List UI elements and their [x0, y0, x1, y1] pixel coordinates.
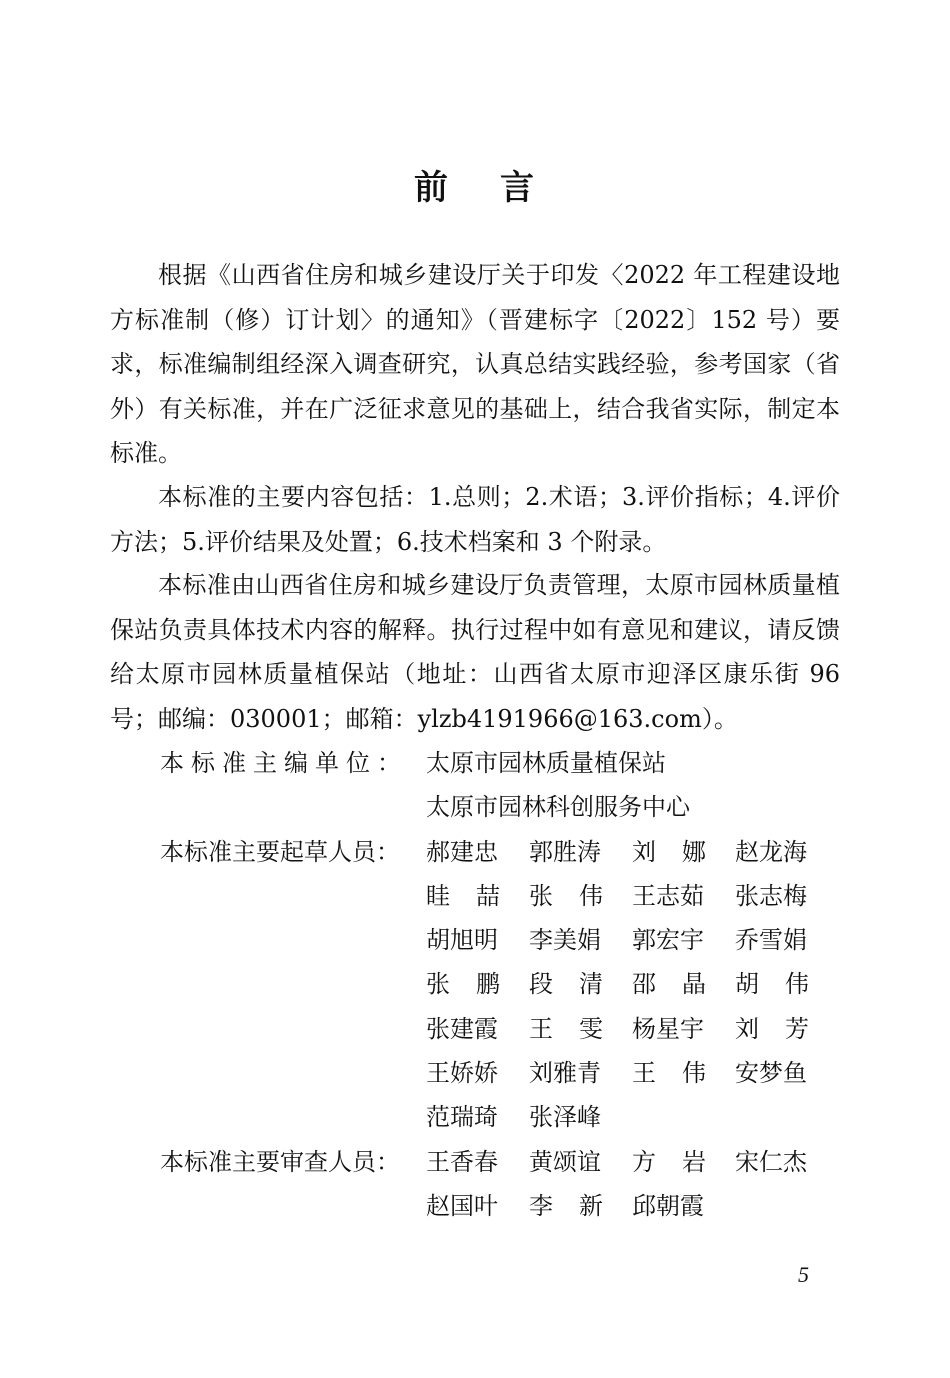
- person-name: 黄颂谊: [529, 1147, 601, 1176]
- reviewers-row: [160, 1140, 846, 1229]
- person-name: 胡旭明: [426, 926, 498, 955]
- person-name: 眭喆: [426, 881, 526, 910]
- person-name: 刘娜: [632, 837, 732, 866]
- page-title: [0, 166, 950, 210]
- person-name: 王志茹: [632, 881, 704, 910]
- person-name: 刘芳: [735, 1014, 835, 1043]
- contents-paragraph: 本标准的主要内容包括：1.总则；2.术语；3.评价指标；4.评价方法；5.评价结果及处置；6.技术档案和 3 个附录。: [110, 483, 840, 556]
- intro-paragraph: 根据《山西省住房和城乡建设厅关于印发〈2022 年工程建设地方标准制（修）订计划〉的通知》（晋建标字〔2022〕152 号）要求，标准编制组经深入调查研究，认真总结实践经验，参考国家（省外）有关标准，并在广泛征求意见的基础上，结合我省实际，制定本标准。: [110, 261, 840, 467]
- drafters-row: [160, 830, 846, 1140]
- drafters-list: [426, 830, 846, 1140]
- credits-block: [160, 741, 846, 1228]
- person-name: 郝建忠: [426, 837, 498, 866]
- person-name: 段清: [529, 970, 629, 999]
- person-name: 张鹏: [426, 970, 526, 999]
- drafters-label: 本标准主要起草人员：: [160, 837, 400, 866]
- person-name: 杨星宇: [632, 1014, 704, 1043]
- person-name: 王香春: [426, 1147, 498, 1176]
- person-name: 刘雅青: [529, 1059, 601, 1088]
- person-name: 张建霞: [426, 1014, 498, 1043]
- person-name: 张志梅: [735, 881, 807, 910]
- person-name: 李新: [529, 1191, 629, 1220]
- person-name: 张泽峰: [529, 1103, 601, 1132]
- person-name: 范瑞琦: [426, 1103, 498, 1132]
- chief-units-label: 本标准主编单位：: [160, 749, 408, 777]
- reviewers-label: 本标准主要审查人员：: [160, 1147, 400, 1176]
- person-name: 张伟: [529, 881, 629, 910]
- person-name: 胡伟: [735, 970, 835, 999]
- page-title-part1: 前: [414, 168, 450, 208]
- chief-units-list: [426, 741, 846, 830]
- chief-unit: 太原市园林质量植保站: [426, 749, 666, 777]
- reviewers-list: [426, 1140, 846, 1229]
- person-name: 宋仁杰: [735, 1147, 807, 1176]
- person-name: 王娇娇: [426, 1059, 498, 1088]
- person-name: 王伟: [632, 1059, 732, 1088]
- page-number: 5: [798, 1262, 809, 1287]
- chief-units-row: [160, 741, 846, 830]
- person-name: 乔雪娟: [735, 926, 807, 955]
- person-name: 王雯: [529, 1014, 629, 1043]
- person-name: 安梦鱼: [735, 1059, 807, 1088]
- person-name: 赵龙海: [735, 837, 807, 866]
- person-name: 李美娟: [529, 926, 601, 955]
- person-name: 郭宏宇: [632, 926, 704, 955]
- person-name: 郭胜涛: [529, 837, 601, 866]
- management-paragraph: 本标准由山西省住房和城乡建设厅负责管理，太原市园林质量植保站负责具体技术内容的解释。执行过程中如有意见和建议，请反馈给太原市园林质量植保站（地址：山西省太原市迎泽区康乐街 96 号；邮编：030001；邮箱：ylzb4191966@163.com）。: [110, 571, 840, 733]
- person-name: 邵晶: [632, 970, 732, 999]
- person-name: 邱朝霞: [632, 1191, 704, 1220]
- person-name: 方岩: [632, 1147, 732, 1176]
- person-name: 赵国叶: [426, 1191, 498, 1220]
- chief-unit: 太原市园林科创服务中心: [426, 793, 690, 822]
- page-title-part2: 言: [500, 168, 536, 208]
